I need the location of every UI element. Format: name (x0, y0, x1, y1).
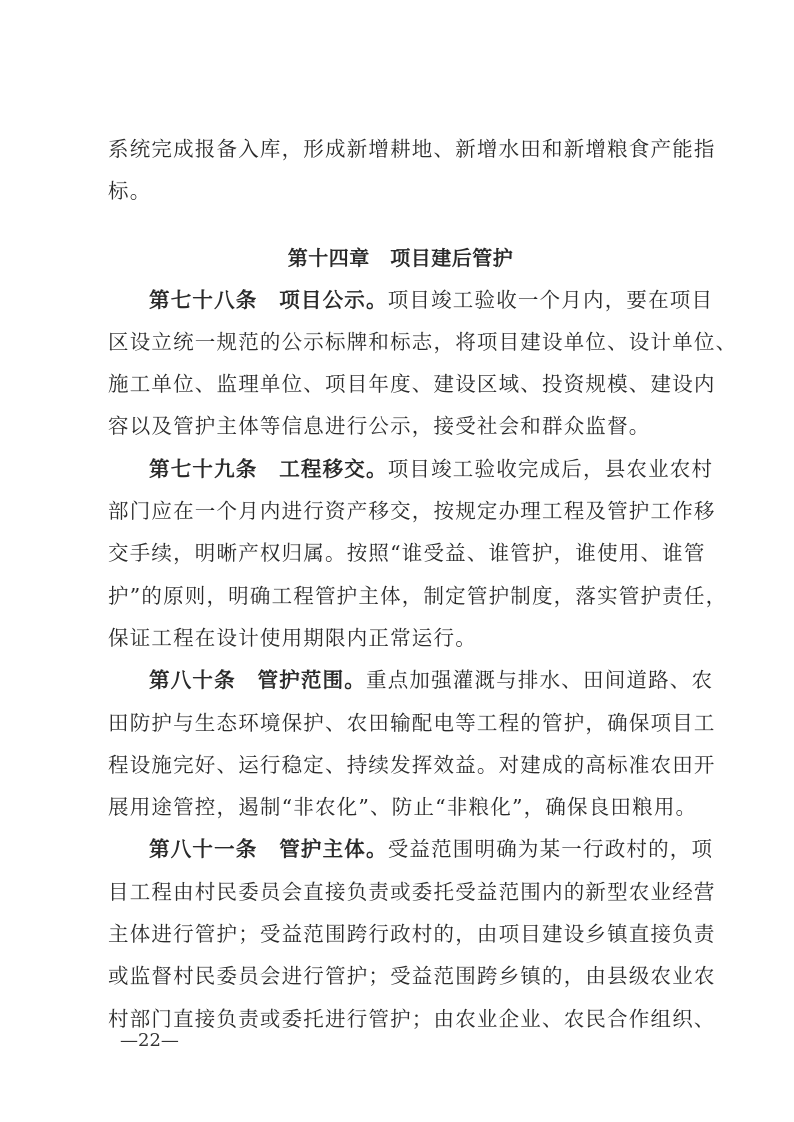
article-81 (108, 828, 716, 1039)
chapter-title: 第十四章 项目建后管护 (287, 245, 514, 270)
text-line: 标。 (108, 179, 152, 204)
page-number: —22— (120, 1030, 179, 1051)
text-line: 保证工程在设计使用期限内正常运行。 (108, 625, 477, 650)
text-line: 或监督村民委员会进行管护；受益范围跨乡镇的，由县级农业农 (108, 964, 716, 989)
article-80 (108, 659, 716, 828)
text-line: 交手续，明晰产权归属。按照“谁受益、谁管护，谁使用、谁管 (108, 541, 706, 566)
text-fragment: 受益范围明确为某一行政村的，项 (387, 837, 714, 862)
article-heading: 第八十一条 管护主体。 (149, 837, 388, 862)
text-line: 田防护与生态环境保护、农田输配电等工程的管护，确保项目工 (108, 710, 716, 735)
text-line-first (108, 448, 714, 490)
text-line: 施工单位、监理单位、项目年度、建设区域、投资规模、建设内 (108, 372, 716, 397)
text-line: 部门应在一个月内进行资产移交，按规定办理工程及管护工作移 (108, 499, 716, 524)
text-fragment: 重点加强灌溉与排水、田间道路、农 (366, 668, 714, 693)
article-heading: 第七十九条 工程移交。 (149, 456, 388, 481)
text-line: 村部门直接负责或委托进行管护；由农业企业、农民合作组织、 (108, 1006, 716, 1031)
document-body (108, 128, 738, 1040)
text-line: 展用途管控，遏制“非农化”、防止“非粮化”，确保良田粮用。 (108, 795, 698, 820)
article-78 (108, 279, 738, 448)
text-line: 主体进行管护；受益范围跨行政村的，由项目建设乡镇直接负责 (108, 922, 716, 947)
article-79 (108, 448, 728, 659)
text-line: 程设施完好、运行稳定、持续发挥效益。对建成的高标准农田开 (108, 752, 716, 777)
paragraph-continuation (108, 128, 716, 213)
article-heading: 第七十八条 项目公示。 (149, 287, 388, 312)
text-line: 区设立统一规范的公示标牌和标志，将项目建设单位、设计单位、 (108, 329, 738, 354)
text-line: 容以及管护主体等信息进行公示，接受社会和群众监督。 (108, 414, 651, 439)
text-line-first (108, 828, 714, 870)
text-fragment: 项目竣工验收一个月内，要在项目 (387, 287, 714, 312)
text-line: 系统完成报备入库，形成新增耕地、新增水田和新增粮食产能指 (108, 137, 716, 161)
text-line: 护”的原则，明确工程管护主体，制定管护制度，落实管护责任， (108, 583, 728, 608)
article-heading: 第八十条 管护范围。 (149, 668, 366, 693)
text-line: 目工程由村民委员会直接负责或委托受益范围内的新型农业经营 (108, 879, 716, 904)
text-line-first (108, 659, 714, 701)
text-line-first (108, 279, 714, 321)
text-fragment: 项目竣工验收完成后，县农业农村 (387, 456, 714, 481)
